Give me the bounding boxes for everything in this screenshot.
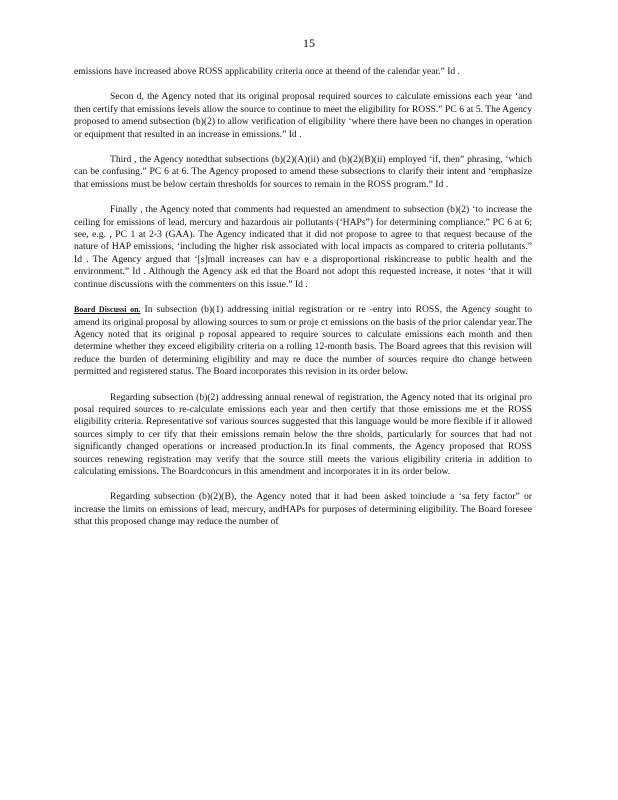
paragraph-continuation: emissions have increased above ROSS applicability criteria once at theend of the calendar year.” Id .: [74, 66, 461, 77]
paragraph-subsection-b2: Regarding subsection (b)(2) addressing annual renewal of registration, the Agency noted that its original pro posal required sources to re-calculate emissions each year and then certify that those emissions me et the ROSS eligibility criteria. Representative sof various sources suggested that this language would be more flexible if it allowed sources simply to cer tify that their emissions remain below the thre sholds, particularly for sources that had not significantly changed operations or increased production.In its final comments, the Agency proposed that ROSS sources renewing registration may verify that the source still meets the various eligibility criteria in addition to calculating emissions. The Boardconcurs in this amendment and incorporates it in its order below.: [74, 391, 532, 477]
board-discussion-heading: Board Discussi on.: [74, 305, 141, 315]
body-text: [74, 66, 532, 542]
board-discussion-text: In subsection (b)(1) addressing initial registration or re -entry into ROSS, the Agency sought to amend its original proposal by allowing sources to sum or proje ct emissions on the basis of the prior calendar year.The Agency noted that its original p roposal appeared to require sources to calculate emissions each month and then determine whether they exceed eligibility criteria on a rolling 12-month basis. The Board agrees that this revision will reduce the burden of determining eligibility and may re duce the number of sources require dto change between permitted and registered status. The Board incorporates this revision in its order below.: [74, 304, 532, 378]
paragraph-board-discussion: [74, 304, 532, 378]
paragraph-third: Third , the Agency notedthat subsections (b)(2)(A)(ii) and (b)(2)(B)(ii) employed ‘if, then” phrasing, ‘which can be confusing.” PC 6 at 6. The Agency proposed to amend these subsections to clarify their intent and ‘emphasize that emissions must be below certain thresholds for sources to remain in the ROSS program.” Id .: [74, 154, 532, 190]
paragraph-finally: Finally , the Agency noted that comments had requested an amendment to subsection (b)(2) ‘to increase the ceiling for emissions of lead, mercury and hazardous air pollutants (‘HAPs”) for determining compliance.” PC 6 at 6; see, e.g. , PC 1 at 2-3 (GAA). The Agency indicated that it did not propose to agree to that request because of the nature of HAP emissions, ‘including the higher risk associated with local impacts as compared to criteria pollutants.” Id . The Agency argued that ‘[s]mall increases can hav e a disproportional riskincrease to public health and the environment.” Id . Although the Agency ask ed that the Board not adopt this requested increase, it notes ‘that it will continue discussions with the commenters on this issue.” Id .: [74, 204, 532, 290]
paragraph-second: Secon d, the Agency noted that its original proposal required sources to calculate emissions each year ‘and then certify that emissions levels allow the source to continue to meet the eligibility for ROSS.” PC 6 at 5. The Agency proposed to amend subsection (b)(2) to allow verification of eligibility ‘where there have been no changes in operation or equipment that resulted in an increase in emissions.” Id .: [74, 91, 532, 140]
paragraph-subsection-b2b: Regarding subsection (b)(2)(B), the Agency noted that it had been asked toinclude a ‘sa fety factor” or increase the limits on emissions of lead, mercury, andHAPs for purposes of determining eligibility. The Board foresee sthat this proposed change may reduce the number of: [74, 491, 532, 528]
page-number: 15: [303, 36, 315, 50]
